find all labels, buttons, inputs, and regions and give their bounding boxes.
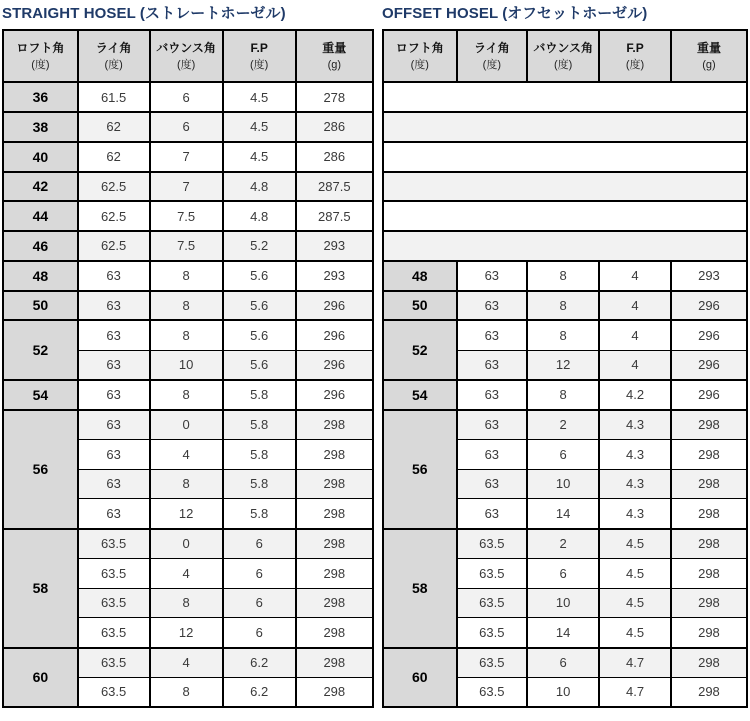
column-unit: (度) bbox=[625, 59, 645, 71]
fp-value-cell: 4.5 bbox=[599, 558, 671, 588]
table-row-loft-40 bbox=[3, 142, 373, 172]
loft-angle-cell: 60 bbox=[383, 648, 457, 708]
weight-value-cell: 298 bbox=[671, 529, 747, 559]
lie-angle-value-cell: 63.5 bbox=[78, 648, 150, 678]
lie-angle-value-cell: 63 bbox=[457, 291, 528, 321]
bounce-angle-value-cell: 2 bbox=[527, 529, 599, 559]
lie-angle-value-cell: 63 bbox=[78, 320, 150, 350]
column-header-bounce-angle bbox=[527, 30, 599, 82]
offset-hosel-table bbox=[382, 29, 748, 708]
weight-value-cell: 286 bbox=[296, 112, 373, 142]
fp-value-cell: 5.8 bbox=[223, 439, 296, 469]
lie-angle-value-cell: 63 bbox=[78, 499, 150, 529]
lie-angle-value-cell: 63 bbox=[457, 261, 528, 291]
weight-value-cell: 298 bbox=[671, 677, 747, 707]
lie-angle-value-cell: 63.5 bbox=[457, 588, 528, 618]
lie-angle-value-cell: 63.5 bbox=[78, 529, 150, 559]
lie-angle-value-cell: 62.5 bbox=[78, 201, 150, 231]
empty-row bbox=[383, 231, 747, 261]
column-unit: (度) bbox=[176, 59, 196, 71]
weight-value-cell: 298 bbox=[671, 439, 747, 469]
weight-value-cell: 298 bbox=[671, 618, 747, 648]
empty-row-cell bbox=[383, 112, 747, 142]
bounce-angle-value-cell: 6 bbox=[150, 82, 223, 112]
empty-row-cell bbox=[383, 231, 747, 261]
fp-value-cell: 6 bbox=[223, 558, 296, 588]
weight-value-cell: 298 bbox=[296, 588, 373, 618]
loft-angle-cell: 56 bbox=[3, 410, 78, 529]
lie-angle-value-cell: 62 bbox=[78, 142, 150, 172]
bounce-angle-value-cell: 14 bbox=[527, 618, 599, 648]
bounce-angle-value-cell: 2 bbox=[527, 410, 599, 440]
weight-value-cell: 298 bbox=[296, 618, 373, 648]
lie-angle-value-cell: 63.5 bbox=[78, 558, 150, 588]
bounce-angle-value-cell: 8 bbox=[150, 588, 223, 618]
column-label: ロフト角 bbox=[16, 41, 65, 56]
weight-value-cell: 298 bbox=[296, 469, 373, 499]
weight-value-cell: 287.5 bbox=[296, 201, 373, 231]
fp-value-cell: 4.8 bbox=[223, 201, 296, 231]
weight-value-cell: 287.5 bbox=[296, 172, 373, 202]
fp-value-cell: 4.3 bbox=[599, 499, 671, 529]
bounce-angle-value-cell: 12 bbox=[527, 350, 599, 380]
bounce-angle-value-cell: 8 bbox=[150, 291, 223, 321]
empty-row-cell bbox=[383, 142, 747, 172]
table-row-loft-48 bbox=[383, 261, 747, 291]
fp-value-cell: 5.8 bbox=[223, 499, 296, 529]
weight-value-cell: 293 bbox=[671, 261, 747, 291]
column-header-fp bbox=[599, 30, 671, 82]
table-row-loft-46 bbox=[3, 231, 373, 261]
lie-angle-value-cell: 63 bbox=[457, 350, 528, 380]
bounce-angle-value-cell: 7.5 bbox=[150, 201, 223, 231]
table-row-loft-52 bbox=[383, 320, 747, 350]
weight-value-cell: 296 bbox=[296, 291, 373, 321]
weight-value-cell: 298 bbox=[296, 410, 373, 440]
loft-angle-cell: 58 bbox=[3, 529, 78, 648]
loft-angle-cell: 58 bbox=[383, 529, 457, 648]
weight-value-cell: 296 bbox=[671, 380, 747, 410]
fp-value-cell: 5.2 bbox=[223, 231, 296, 261]
weight-value-cell: 298 bbox=[296, 558, 373, 588]
column-header-lie-angle bbox=[78, 30, 150, 82]
lie-angle-value-cell: 63.5 bbox=[457, 618, 528, 648]
bounce-angle-value-cell: 7 bbox=[150, 172, 223, 202]
weight-value-cell: 298 bbox=[296, 499, 373, 529]
weight-value-cell: 298 bbox=[296, 677, 373, 707]
bounce-angle-value-cell: 10 bbox=[527, 469, 599, 499]
column-header-bounce-angle bbox=[150, 30, 223, 82]
weight-value-cell: 298 bbox=[671, 499, 747, 529]
weight-value-cell: 298 bbox=[671, 588, 747, 618]
bounce-angle-value-cell: 8 bbox=[527, 261, 599, 291]
loft-angle-cell: 48 bbox=[383, 261, 457, 291]
bounce-angle-value-cell: 4 bbox=[150, 558, 223, 588]
bounce-angle-value-cell: 8 bbox=[527, 380, 599, 410]
lie-angle-value-cell: 63 bbox=[78, 439, 150, 469]
column-unit: (度) bbox=[31, 59, 50, 71]
weight-value-cell: 298 bbox=[296, 648, 373, 678]
table-row-loft-44 bbox=[3, 201, 373, 231]
lie-angle-value-cell: 63 bbox=[457, 320, 528, 350]
lie-angle-value-cell: 61.5 bbox=[78, 82, 150, 112]
lie-angle-value-cell: 63.5 bbox=[78, 588, 150, 618]
column-label: F.P bbox=[250, 41, 268, 56]
lie-angle-value-cell: 63.5 bbox=[457, 648, 528, 678]
column-label: ライ角 bbox=[474, 41, 510, 56]
weight-value-cell: 298 bbox=[296, 439, 373, 469]
column-unit: (g) bbox=[702, 59, 716, 71]
lie-angle-value-cell: 63 bbox=[78, 469, 150, 499]
fp-value-cell: 4 bbox=[599, 350, 671, 380]
fp-value-cell: 6 bbox=[223, 618, 296, 648]
bounce-angle-value-cell: 8 bbox=[150, 261, 223, 291]
table-row-loft-38 bbox=[3, 112, 373, 142]
column-header-loft-angle bbox=[383, 30, 457, 82]
column-label: 重量 bbox=[322, 41, 347, 56]
straight-hosel-section bbox=[2, 4, 374, 708]
fp-value-cell: 6.2 bbox=[223, 677, 296, 707]
lie-angle-value-cell: 63 bbox=[457, 499, 528, 529]
bounce-angle-value-cell: 7 bbox=[150, 142, 223, 172]
bounce-angle-value-cell: 6 bbox=[527, 558, 599, 588]
lie-angle-value-cell: 63.5 bbox=[457, 529, 528, 559]
weight-value-cell: 296 bbox=[296, 350, 373, 380]
table-row-loft-52 bbox=[3, 320, 373, 350]
bounce-angle-value-cell: 8 bbox=[527, 320, 599, 350]
offset-hosel-section bbox=[382, 4, 748, 708]
table-row-loft-60 bbox=[3, 648, 373, 678]
lie-angle-value-cell: 63 bbox=[78, 350, 150, 380]
loft-angle-cell: 60 bbox=[3, 648, 78, 708]
table-row-loft-56 bbox=[3, 410, 373, 440]
column-label: ライ角 bbox=[95, 41, 132, 56]
bounce-angle-value-cell: 8 bbox=[150, 380, 223, 410]
fp-value-cell: 4.5 bbox=[223, 142, 296, 172]
fp-value-cell: 4.7 bbox=[599, 677, 671, 707]
column-label: F.P bbox=[626, 41, 644, 56]
weight-value-cell: 298 bbox=[296, 529, 373, 559]
loft-angle-cell: 36 bbox=[3, 82, 78, 112]
column-label: バウンス角 bbox=[156, 41, 216, 56]
loft-angle-cell: 56 bbox=[383, 410, 457, 529]
fp-value-cell: 5.6 bbox=[223, 291, 296, 321]
table-row-loft-42 bbox=[3, 172, 373, 202]
bounce-angle-value-cell: 8 bbox=[150, 677, 223, 707]
bounce-angle-value-cell: 0 bbox=[150, 410, 223, 440]
empty-row bbox=[383, 172, 747, 202]
table-row-loft-58 bbox=[3, 529, 373, 559]
fp-value-cell: 4.2 bbox=[599, 380, 671, 410]
weight-value-cell: 296 bbox=[671, 350, 747, 380]
bounce-angle-value-cell: 8 bbox=[150, 320, 223, 350]
loft-angle-cell: 50 bbox=[3, 291, 78, 321]
fp-value-cell: 4 bbox=[599, 291, 671, 321]
loft-angle-cell: 40 bbox=[3, 142, 78, 172]
weight-value-cell: 298 bbox=[671, 558, 747, 588]
table-row-loft-50 bbox=[3, 291, 373, 321]
fp-value-cell: 5.6 bbox=[223, 320, 296, 350]
lie-angle-value-cell: 63 bbox=[78, 380, 150, 410]
fp-value-cell: 6 bbox=[223, 529, 296, 559]
fp-value-cell: 6 bbox=[223, 588, 296, 618]
table-row-loft-54 bbox=[3, 380, 373, 410]
column-header-weight bbox=[296, 30, 373, 82]
bounce-angle-value-cell: 6 bbox=[527, 648, 599, 678]
table-row-loft-58 bbox=[383, 529, 747, 559]
fp-value-cell: 5.8 bbox=[223, 380, 296, 410]
column-unit: (度) bbox=[410, 59, 429, 71]
fp-value-cell: 4.5 bbox=[599, 529, 671, 559]
weight-value-cell: 286 bbox=[296, 142, 373, 172]
lie-angle-value-cell: 62 bbox=[78, 112, 150, 142]
fp-value-cell: 4 bbox=[599, 261, 671, 291]
empty-row bbox=[383, 201, 747, 231]
bounce-angle-value-cell: 8 bbox=[150, 469, 223, 499]
bounce-angle-value-cell: 6 bbox=[150, 112, 223, 142]
lie-angle-value-cell: 63 bbox=[457, 380, 528, 410]
table-row-loft-50 bbox=[383, 291, 747, 321]
table-row-loft-60 bbox=[383, 648, 747, 678]
fp-value-cell: 4.8 bbox=[223, 172, 296, 202]
lie-angle-value-cell: 63 bbox=[78, 291, 150, 321]
bounce-angle-value-cell: 10 bbox=[150, 350, 223, 380]
straight-hosel-title: STRAIGHT HOSEL (ストレートホーゼル) bbox=[2, 5, 286, 22]
weight-value-cell: 278 bbox=[296, 82, 373, 112]
fp-value-cell: 5.8 bbox=[223, 410, 296, 440]
bounce-angle-value-cell: 14 bbox=[527, 499, 599, 529]
fp-value-cell: 4 bbox=[599, 320, 671, 350]
bounce-angle-value-cell: 10 bbox=[527, 677, 599, 707]
lie-angle-value-cell: 63 bbox=[457, 410, 528, 440]
header-row bbox=[3, 30, 373, 82]
bounce-angle-value-cell: 10 bbox=[527, 588, 599, 618]
bounce-angle-value-cell: 8 bbox=[527, 291, 599, 321]
offset-hosel-title: OFFSET HOSEL (オフセットホーゼル) bbox=[382, 5, 648, 22]
loft-angle-cell: 38 bbox=[3, 112, 78, 142]
empty-row-cell bbox=[383, 82, 747, 112]
loft-angle-cell: 44 bbox=[3, 201, 78, 231]
loft-angle-cell: 42 bbox=[3, 172, 78, 202]
lie-angle-value-cell: 63.5 bbox=[78, 618, 150, 648]
fp-value-cell: 4.5 bbox=[599, 588, 671, 618]
bounce-angle-value-cell: 6 bbox=[527, 439, 599, 469]
weight-value-cell: 296 bbox=[296, 380, 373, 410]
empty-row-cell bbox=[383, 201, 747, 231]
weight-value-cell: 298 bbox=[671, 469, 747, 499]
hosel-spec-sheet bbox=[2, 4, 750, 708]
weight-value-cell: 293 bbox=[296, 261, 373, 291]
lie-angle-value-cell: 63.5 bbox=[457, 558, 528, 588]
lie-angle-value-cell: 62.5 bbox=[78, 231, 150, 261]
lie-angle-value-cell: 63 bbox=[457, 439, 528, 469]
empty-row bbox=[383, 142, 747, 172]
column-header-weight bbox=[671, 30, 747, 82]
lie-angle-value-cell: 63 bbox=[78, 410, 150, 440]
weight-value-cell: 298 bbox=[671, 648, 747, 678]
bounce-angle-value-cell: 4 bbox=[150, 439, 223, 469]
column-header-loft-angle bbox=[3, 30, 78, 82]
straight-hosel-table bbox=[2, 29, 374, 708]
bounce-angle-value-cell: 12 bbox=[150, 499, 223, 529]
loft-angle-cell: 50 bbox=[383, 291, 457, 321]
loft-angle-cell: 46 bbox=[3, 231, 78, 261]
bounce-angle-value-cell: 4 bbox=[150, 648, 223, 678]
weight-value-cell: 293 bbox=[296, 231, 373, 261]
column-unit: (度) bbox=[104, 59, 123, 71]
lie-angle-value-cell: 62.5 bbox=[78, 172, 150, 202]
column-unit: (g) bbox=[327, 59, 342, 71]
empty-row bbox=[383, 82, 747, 112]
column-header-lie-angle bbox=[457, 30, 528, 82]
column-header-fp bbox=[223, 30, 296, 82]
lie-angle-value-cell: 63.5 bbox=[457, 677, 528, 707]
fp-value-cell: 4.7 bbox=[599, 648, 671, 678]
lie-angle-value-cell: 63 bbox=[457, 469, 528, 499]
loft-angle-cell: 54 bbox=[3, 380, 78, 410]
column-label: バウンス角 bbox=[533, 41, 593, 56]
bounce-angle-value-cell: 0 bbox=[150, 529, 223, 559]
table-row-loft-48 bbox=[3, 261, 373, 291]
fp-value-cell: 5.6 bbox=[223, 350, 296, 380]
weight-value-cell: 296 bbox=[671, 320, 747, 350]
loft-angle-cell: 48 bbox=[3, 261, 78, 291]
column-unit: (度) bbox=[250, 59, 269, 71]
fp-value-cell: 5.6 bbox=[223, 261, 296, 291]
lie-angle-value-cell: 63.5 bbox=[78, 677, 150, 707]
weight-value-cell: 298 bbox=[671, 410, 747, 440]
fp-value-cell: 4.3 bbox=[599, 439, 671, 469]
table-row-loft-56 bbox=[383, 410, 747, 440]
weight-value-cell: 296 bbox=[671, 291, 747, 321]
fp-value-cell: 4.3 bbox=[599, 469, 671, 499]
fp-value-cell: 6.2 bbox=[223, 648, 296, 678]
fp-value-cell: 5.8 bbox=[223, 469, 296, 499]
column-unit: (度) bbox=[482, 59, 501, 71]
header-row bbox=[383, 30, 747, 82]
empty-row bbox=[383, 112, 747, 142]
fp-value-cell: 4.5 bbox=[223, 82, 296, 112]
bounce-angle-value-cell: 7.5 bbox=[150, 231, 223, 261]
lie-angle-value-cell: 63 bbox=[78, 261, 150, 291]
weight-value-cell: 296 bbox=[296, 320, 373, 350]
empty-row-cell bbox=[383, 172, 747, 202]
table-row-loft-54 bbox=[383, 380, 747, 410]
fp-value-cell: 4.5 bbox=[223, 112, 296, 142]
fp-value-cell: 4.3 bbox=[599, 410, 671, 440]
fp-value-cell: 4.5 bbox=[599, 618, 671, 648]
loft-angle-cell: 54 bbox=[383, 380, 457, 410]
loft-angle-cell: 52 bbox=[3, 320, 78, 380]
column-unit: (度) bbox=[553, 59, 573, 71]
column-label: 重量 bbox=[696, 41, 721, 56]
column-label: ロフト角 bbox=[395, 41, 444, 56]
bounce-angle-value-cell: 12 bbox=[150, 618, 223, 648]
loft-angle-cell: 52 bbox=[383, 320, 457, 380]
table-row-loft-36 bbox=[3, 82, 373, 112]
